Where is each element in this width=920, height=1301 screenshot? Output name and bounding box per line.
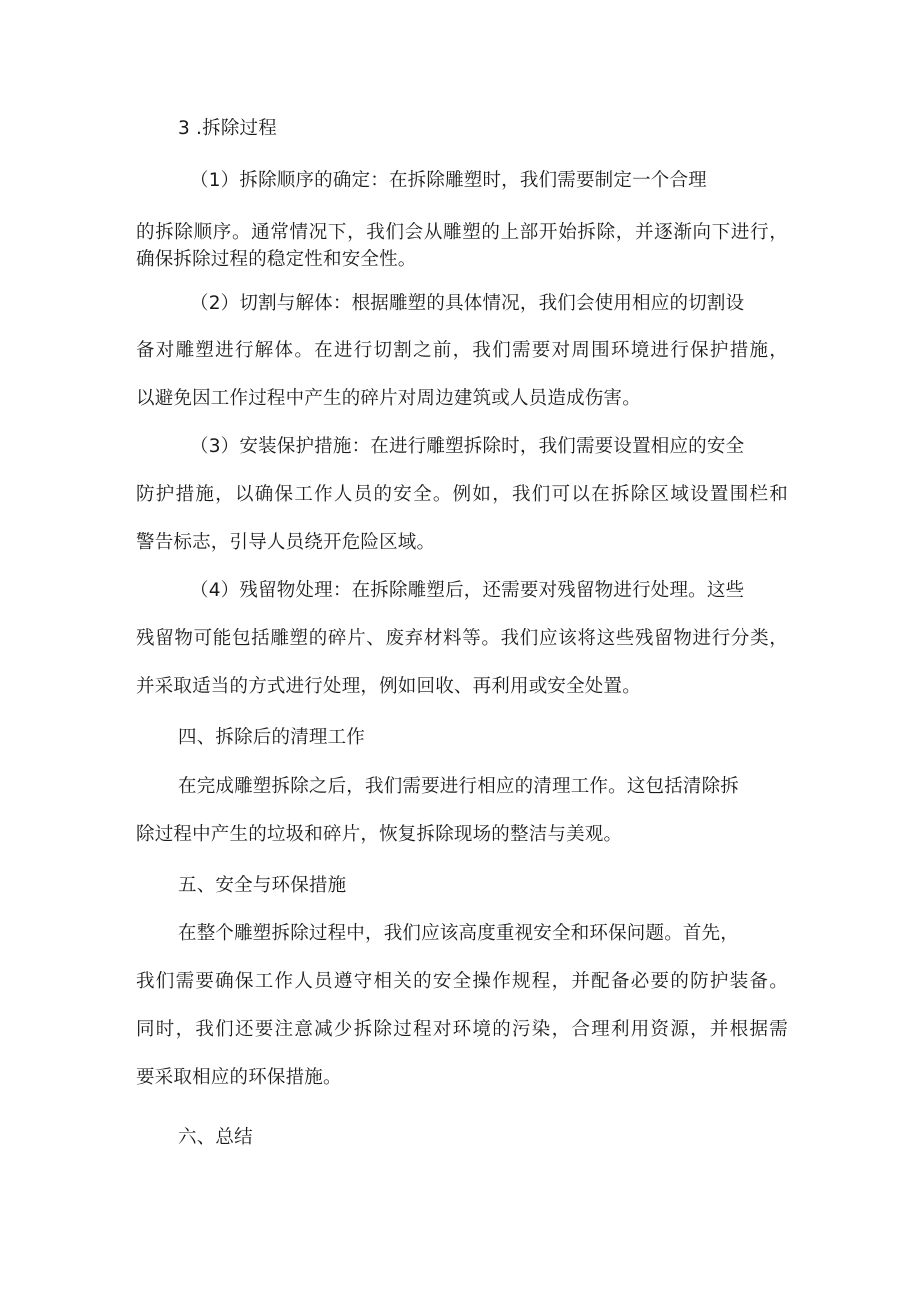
paragraph-2-line-2: 备对雕塑进行解体。在进行切割之前，我们需要对周围环境进行保护措施，	[136, 340, 788, 361]
paragraph-2-line-1: （2）切割与解体：根据雕塑的具体情况，我们会使用相应的切割设	[190, 293, 745, 314]
paragraph-4-line-1: （4）残留物处理：在拆除雕塑后，还需要对残留物进行处理。这些	[190, 580, 745, 601]
section-6-heading: 六、总结	[178, 1127, 253, 1148]
paragraph-2-line-3: 以避免因工作过程中产生的碎片对周边建筑或人员造成伤害。	[136, 388, 641, 409]
paragraph-6-line-4: 要采取相应的环保措施。	[136, 1067, 342, 1088]
paragraph-1-line-2: 的拆除顺序。通常情况下，我们会从雕塑的上部开始拆除，并逐渐向下进行，	[136, 222, 788, 243]
section-3-heading: 3 .拆除过程	[178, 118, 277, 139]
paragraph-6-line-1: 在整个雕塑拆除过程中，我们应该高度重视安全和环保问题。首先，	[178, 923, 740, 944]
paragraph-4-line-2: 残留物可能包括雕塑的碎片、废弃材料等。我们应该将这些残留物进行分类，	[136, 628, 788, 649]
section-5-heading: 五、安全与环保措施	[178, 875, 347, 896]
paragraph-3-line-2: 防护措施，以确保工作人员的安全。例如，我们可以在拆除区域设置围栏和	[136, 484, 788, 505]
paragraph-5-line-2: 除过程中产生的垃圾和碎片，恢复拆除现场的整洁与美观。	[136, 824, 623, 845]
paragraph-1-line-1: （1）拆除顺序的确定：在拆除雕塑时，我们需要制定一个合理	[190, 170, 707, 191]
paragraph-3-line-1: （3）安装保护措施：在进行雕塑拆除时，我们需要设置相应的安全	[190, 436, 745, 457]
paragraph-3-line-3: 警告标志，引导人员绕开危险区域。	[136, 532, 436, 553]
paragraph-6-line-3: 同时，我们还要注意减少拆除过程对环境的污染，合理利用资源，并根据需	[136, 1019, 788, 1040]
paragraph-5-line-1: 在完成雕塑拆除之后，我们需要进行相应的清理工作。这包括清除拆	[178, 776, 740, 797]
paragraph-4-line-3: 并采取适当的方式进行处理，例如回收、再利用或安全处置。	[136, 676, 641, 697]
section-4-heading: 四、拆除后的清理工作	[178, 727, 366, 748]
paragraph-1-line-3: 确保拆除过程的稳定性和安全性。	[136, 249, 417, 270]
paragraph-6-line-2: 我们需要确保工作人员遵守相关的安全操作规程，并配备必要的防护装备。	[136, 971, 788, 992]
